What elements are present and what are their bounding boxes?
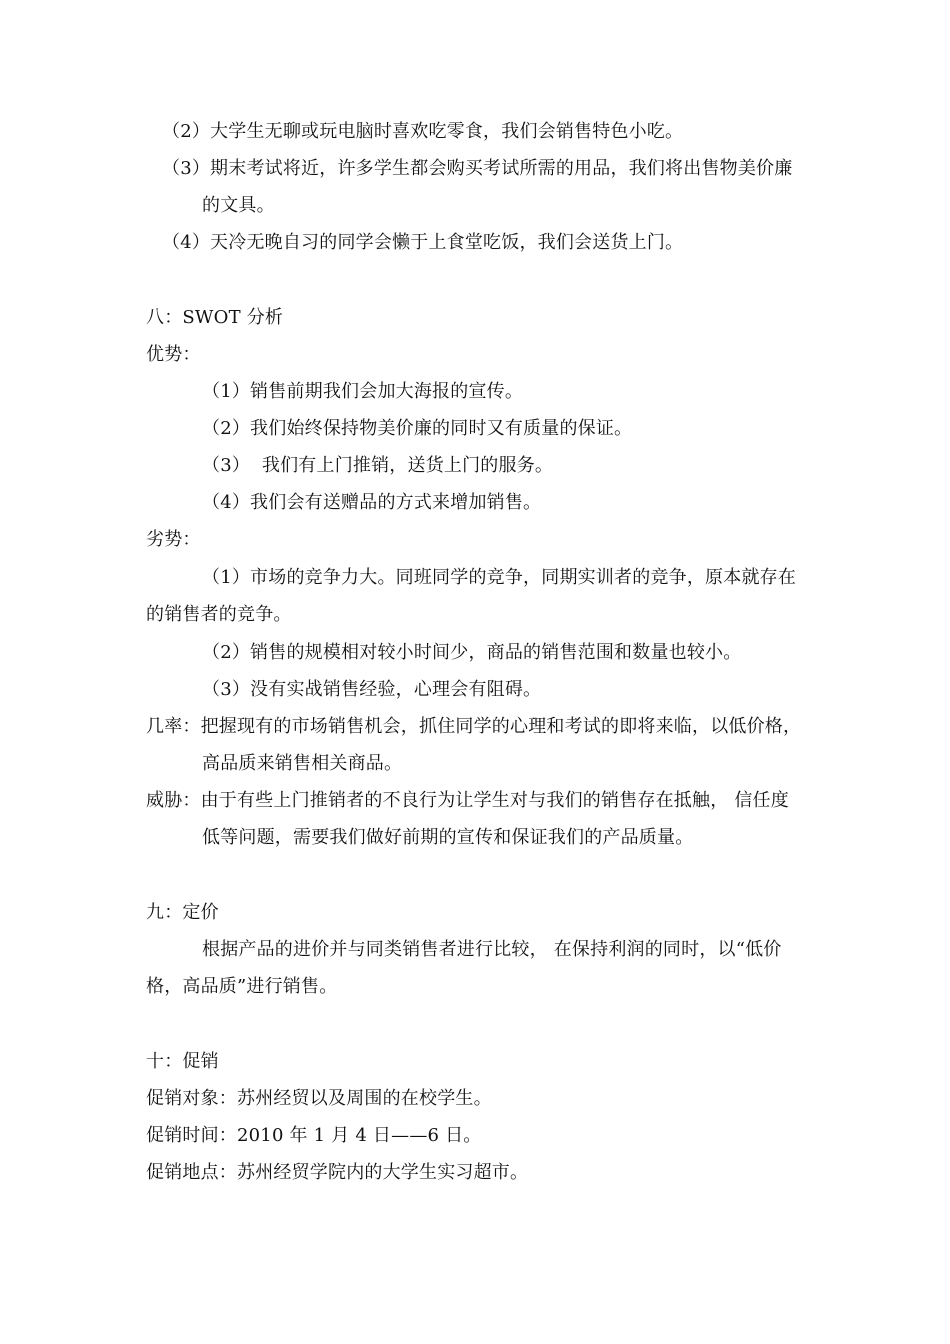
promotion-target: 促销对象：苏州经贸以及周围的在校学生。 xyxy=(146,1088,492,1109)
intro-item-3: （3）期末考试将近，许多学生都会购买考试所需的用品，我们将出售物美价廉 xyxy=(162,158,793,179)
opportunity-line-2: 高品质来销售相关商品。 xyxy=(202,753,403,774)
threat-line-1: 威胁：由于有些上门推销者的不良行为让学生对与我们的销售存在抵触， 信任度 xyxy=(146,790,789,811)
intro-item-4: （4）天冷无晚自习的同学会懒于上食堂吃饭，我们会送货上门。 xyxy=(162,232,684,253)
pricing-line-1: 根据产品的进价并与同类销售者进行比较， 在保持利润的同时，以“低价 xyxy=(202,939,782,960)
strength-item-4: （4）我们会有送赠品的方式来增加销售。 xyxy=(202,492,542,513)
strength-item-1: （1）销售前期我们会加大海报的宣传。 xyxy=(202,381,524,402)
weakness-item-3: （3）没有实战销售经验，心理会有阻碍。 xyxy=(202,679,542,700)
opportunity-line-1: 几率：把握现有的市场销售机会，抓住同学的心理和考试的即将来临，以低价格， xyxy=(146,716,802,737)
pricing-heading: 九：定价 xyxy=(146,902,219,923)
intro-item-2: （2）大学生无聊或玩电脑时喜欢吃零食，我们会销售特色小吃。 xyxy=(162,121,684,142)
weaknesses-label: 劣势： xyxy=(146,529,201,550)
weakness-item-1: （1）市场的竞争力大。同班同学的竞争，同期实训者的竞争，原本就存在 xyxy=(202,567,797,588)
weakness-item-2: （2）销售的规模相对较小时间少，商品的销售范围和数量也较小。 xyxy=(202,642,742,663)
strength-item-2: （2）我们始终保持物美价廉的同时又有质量的保证。 xyxy=(202,418,633,439)
threat-line-2: 低等问题，需要我们做好前期的宣传和保证我们的产品质量。 xyxy=(202,827,694,848)
strengths-label: 优势： xyxy=(146,344,201,365)
weakness-item-1-continued: 的销售者的竞争。 xyxy=(146,604,292,625)
promotion-time: 促销时间：2010 年 1 月 4 日——6 日。 xyxy=(146,1125,482,1146)
promotion-heading: 十：促销 xyxy=(146,1051,219,1072)
pricing-line-2: 格，高品质”进行销售。 xyxy=(146,976,338,997)
promotion-place: 促销地点：苏州经贸学院内的大学生实习超市。 xyxy=(146,1162,529,1183)
swot-heading: 八：SWOT 分析 xyxy=(146,307,284,328)
intro-item-3-continued: 的文具。 xyxy=(202,195,275,216)
strength-item-3: （3） 我们有上门推销，送货上门的服务。 xyxy=(202,455,554,476)
